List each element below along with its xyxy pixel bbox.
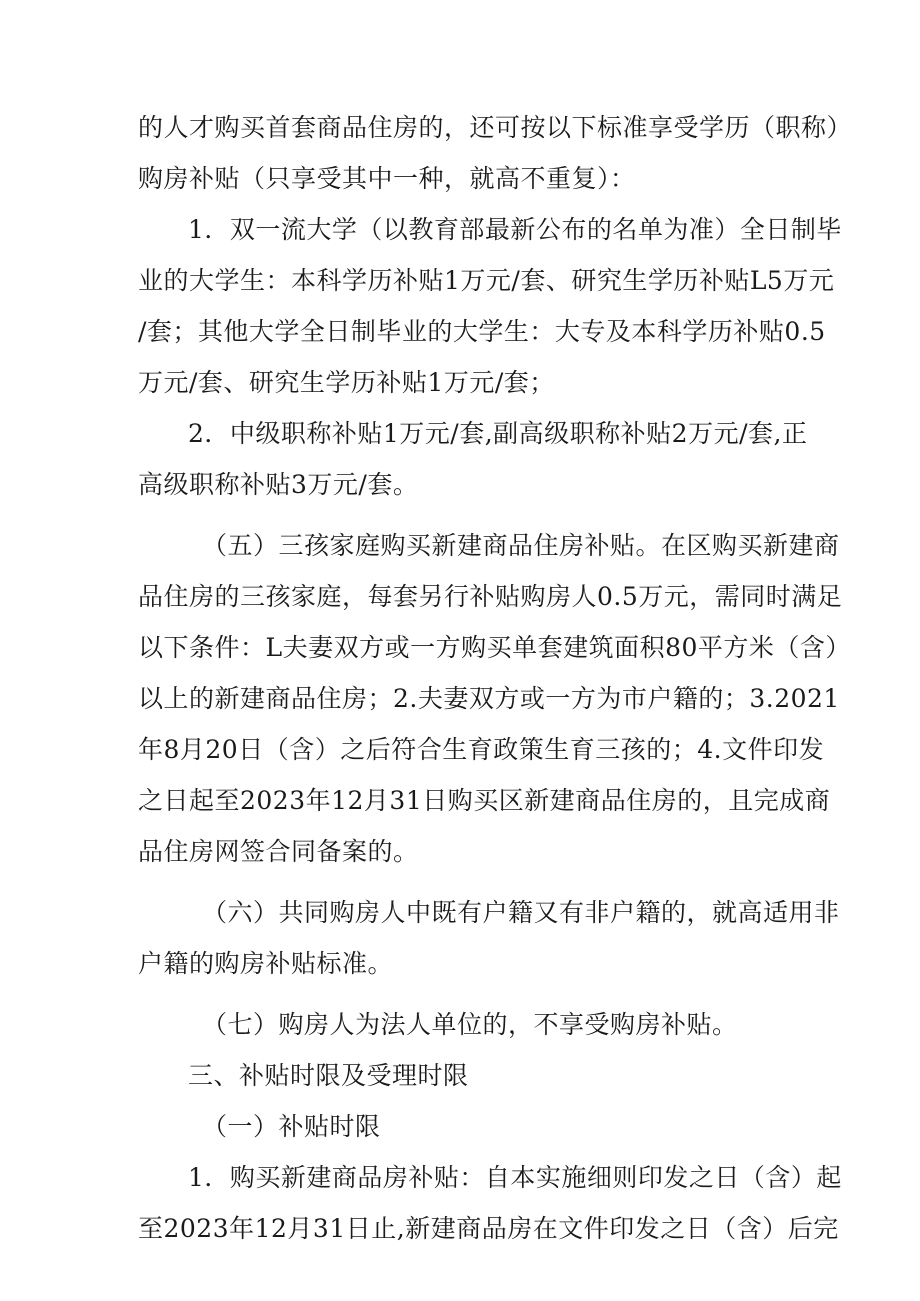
- text-line: 品住房的三孩家庭，每套另行补贴购房人0.5万元，需同时满足: [138, 582, 843, 611]
- text-line: 业的大学生：本科学历补贴1万元/套、研究生学历补贴L5万元: [138, 266, 835, 295]
- text-line: 购房补贴（只享受其中一种，就高不重复）：: [138, 164, 636, 193]
- text-line: （七）购房人为法人单位的，不享受购房补贴。: [202, 1010, 738, 1039]
- section-heading: 三、补贴时限及受理时限: [188, 1061, 469, 1090]
- text-line: 的人才购买首套商品住房的，还可按以下标准享受学历（职称）: [138, 113, 853, 142]
- text-line: 以下条件：L夫妻双方或一方购买单套建筑面积80平方米（含）: [138, 633, 851, 662]
- text-line: 万元/套、研究生学历补贴1万元/套；: [138, 368, 555, 397]
- text-line: 品住房网签合同备案的。: [138, 837, 419, 866]
- text-line: 之日起至2023年12月31日购买区新建商品住房的，且完成商: [138, 786, 831, 815]
- text-line: 以上的新建商品住房；2.夫妻双方或一方为市户籍的；3.2021: [138, 684, 840, 713]
- text-line: （五）三孩家庭购买新建商品住房补贴。在区购买新建商: [202, 531, 840, 560]
- text-line: 1．购买新建商品房补贴：自本实施细则印发之日（含）起: [188, 1163, 842, 1192]
- text-line: 2．中级职称补贴1万元/套,副高级职称补贴2万元/套,正: [188, 419, 808, 448]
- text-line: （六）共同购房人中既有户籍又有非户籍的，就高适用非: [202, 898, 840, 927]
- document-body: [138, 102, 853, 1254]
- text-line: 年8月20日（含）之后符合生育政策生育三孩的；4.文件印发: [138, 735, 825, 764]
- text-line: 高级职称补贴3万元/套。: [138, 470, 419, 499]
- text-line: 至2023年12月31日止,新建商品房在文件印发之日（含）后完: [138, 1214, 839, 1243]
- text-line: 户籍的购房补贴标准。: [138, 949, 394, 978]
- text-line: 1．双一流大学（以教育部最新公布的名单为准）全日制毕: [188, 215, 842, 244]
- subsection-heading: （一）补贴时限: [202, 1112, 381, 1141]
- text-line: /套；其他大学全日制毕业的大学生：大专及本科学历补贴0.5: [138, 317, 826, 346]
